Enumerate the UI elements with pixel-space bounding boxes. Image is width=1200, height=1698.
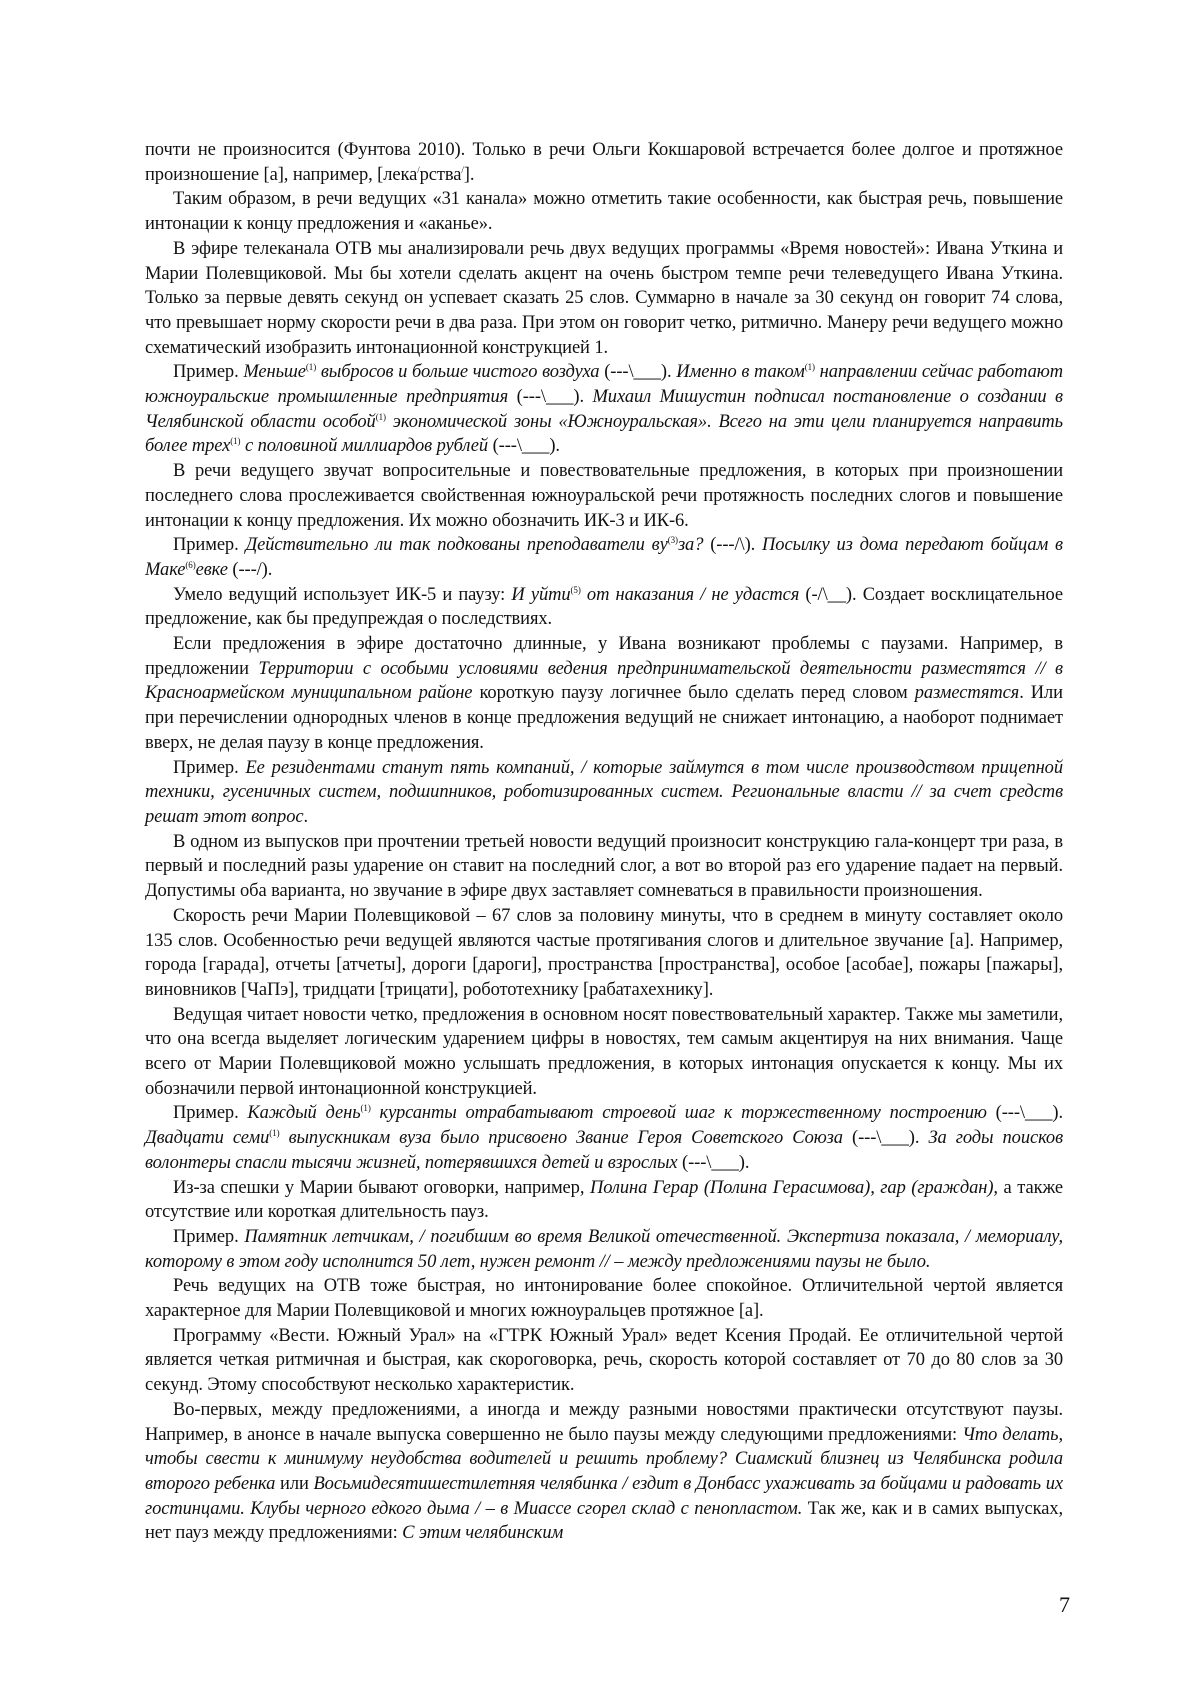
italic-example: Действительно ли так подкованы преподаватели ву (245, 535, 668, 556)
superscript-mark: (1) (230, 436, 241, 447)
italic-example: евке (195, 559, 228, 580)
text-run: В эфире телеканала ОТВ мы анализировали речь двух ведущих программы «Время новостей»: Ивана Уткина и Марии Полевщиковой. Мы бы хотели сделать акцент на очень быстром темпе речи телеведущего Ивана Уткина. Только за первые девять секунд он успевает сказать 25 слов. Суммарно в начале за 30 секунд он говорит 74 слова, что превышает норму скорости речи в два раза. При этом он говорит четко, ритмично. Манеру речи ведущего можно схематический изобразить интонационной конструкцией 1. (145, 238, 1063, 358)
italic-example: Территории с особыми условиями ведения предпринимательской деятельности разместятся // в Красноармейском муниципальном районе (145, 658, 1063, 704)
text-run: или (275, 1473, 314, 1494)
superscript-mark: (1) (375, 411, 386, 422)
italic-example: Ее резидентами станут пять компаний, / которые займутся в том числе производством прицепной техники, гусеничных систем, подшипников, роботизированных систем. Региональные власти // за счет средств решат этот вопрос (145, 757, 1063, 827)
italic-example: Михаил Мишустин подписал постановление о создании в Челябинской области особой (145, 387, 1063, 432)
paragraph (145, 830, 1063, 904)
paragraph (145, 1225, 1063, 1274)
text-run: Пример. (173, 362, 244, 383)
text-run: Из-за спешки у Марии бывают оговорки, например, (173, 1177, 590, 1198)
text-run: (---/). (227, 559, 273, 580)
text-run: . Или при перечислении однородных членов в конце предложения ведущий не снижает интонацию, а наоборот поднимает вверх, не делая паузу в конце предложения. (145, 683, 1063, 753)
text-run: . (303, 806, 308, 827)
italic-example: за? (677, 535, 704, 556)
italic-example: Памятник летчикам, / погибшим во время Великой отечественной. Экспертиза показала, / мемориалу, которому в этом году исполнится 50 лет, нужен ремонт // – между предложениями паузы не было. (145, 1226, 1063, 1272)
text-run: (---\___). (599, 362, 677, 383)
paragraph (145, 1398, 1063, 1546)
superscript-mark: (1) (360, 1103, 371, 1114)
text-run: а также отсутствие или короткая длительность пауз. (145, 1177, 1064, 1223)
italic-example: от наказания / не удастся (580, 584, 800, 605)
text-run: (-/\__). Создает восклицательное предложение, как бы предупреждая о последствиях. (145, 584, 1063, 630)
paragraph (145, 138, 1063, 187)
text-run: Речь ведущих на ОТВ тоже быстрая, но интонирование более спокойное. Отличительной чертой является характерное для Марии Полевщиковой и многих южноуральцев протяжное [а]. (145, 1276, 1063, 1322)
text-run: Во-первых, между предложениями, а иногда и между разными новостями практически отсутствуют паузы. Например, в анонсе в начале выпуска совершенно не было паузы между следующими предложениями: (145, 1399, 1063, 1445)
text-run: Таким образом, в речи ведущих «31 канала» можно отметить такие особенности, как быстрая речь, повышение интонации к концу предложения и «аканье». (145, 189, 1063, 235)
superscript-mark: (5) (570, 584, 581, 595)
text-run: Пример. (173, 757, 246, 778)
paragraph (145, 756, 1063, 830)
superscript-mark: / (417, 164, 420, 175)
italic-example: Каждый день (247, 1103, 361, 1124)
italic-example: с половиной миллиардов рублей (240, 436, 489, 457)
italic-example: С этим челябинским (402, 1523, 564, 1544)
superscript-mark: (1) (269, 1127, 280, 1138)
text-run: Программу «Вести. Южный Урал» на «ГТРК Южный Урал» ведет Ксения Продай. Ее отличительной чертой является четкая ритмичная и быстрая, как скороговорка, речь, скорость которой составляет от 70 до 80 слов за 30 секунд. Этому способствуют несколько характеристик. (145, 1325, 1063, 1396)
paragraph (145, 632, 1063, 756)
page-number: 7 (1059, 1592, 1070, 1617)
paragraph (145, 1101, 1063, 1175)
text-run: (---\___). (842, 1128, 929, 1149)
paragraph (145, 459, 1063, 533)
text-run: В речи ведущего звучат вопросительные и повествовательные предложения, в которых при произношении последнего слова прослеживается свойственная южноуральской речи протяжность последних слогов и повышение интонации к концу предложения. Их можно обозначить ИК-3 и ИК-6. (145, 461, 1063, 531)
italic-example: курсанты отрабатывают строевой шаг к торжественному построению (370, 1103, 987, 1124)
text-run: (---\___). (508, 387, 593, 408)
text-run: (---\___). (677, 1152, 750, 1173)
italic-example: Двадцати семи (145, 1128, 270, 1149)
text-run: рства (419, 164, 462, 185)
text-run: Если предложения в эфире достаточно длинные, у Ивана возникают проблемы с паузами. Например, в предложении (145, 634, 1063, 679)
paragraph (145, 533, 1063, 582)
superscript-mark: (1) (804, 362, 815, 373)
italic-example: Посылку из дома передают бойцам в Маке (145, 535, 1063, 580)
paragraph (145, 1003, 1063, 1102)
superscript-mark: / (461, 164, 464, 175)
text-run: почти не произносится (Фунтова 2010). Только в речи Ольги Кокшаровой встречается более долгое и протяжное произношение [а], например, [лека (145, 140, 1063, 185)
text-run: Скорость речи Марии Полевщиковой – 67 слов за половину минуты, что в среднем в минуту составляет около 135 слов. Особенностью речи ведущей являются частые протягивания слогов и длительное звучание [а]. Например, города [гарада], отчеты [атчеты], дороги [дароги], пространства [пространства], особое [асобае], пожары [пажары], виновников [ЧаПэ], тридцати [трицати], робототехнику [рабатахехнику]. (145, 905, 1063, 1000)
italic-example: Меньше (243, 362, 306, 383)
text-run: Умело ведущий использует ИК-5 и паузу: (173, 584, 512, 605)
text-run: ]. (463, 164, 475, 185)
italic-example: направлении сейчас работают южноуральские промышленные предприятия (145, 362, 1063, 408)
paragraph (145, 360, 1063, 459)
paragraph (145, 1324, 1063, 1398)
text-run: короткую паузу логичнее было сделать перед словом (472, 683, 915, 704)
italic-example: выбросов и больше чистого воздуха (316, 362, 600, 383)
text-run: Пример. (173, 1103, 248, 1124)
paragraph (145, 187, 1063, 236)
text-run: Так же, как и в самих выпусках, нет пауз между предложениями: (145, 1498, 1064, 1544)
italic-example: выпускникам вуза было присвоено Звание Героя Советского Союза (279, 1128, 843, 1149)
text-run: (---/\). (703, 535, 763, 556)
italic-example: экономической зоны «Южноуральская». Всего на эти цели планируется направить более трех (145, 411, 1063, 457)
superscript-mark: (3) (667, 535, 678, 546)
italic-example: Что делать, чтобы свести к минимуму неудобства водителей и решить проблему? Сиамский близнец из Челябинска родила второго ребенка (145, 1424, 1063, 1494)
paragraph (145, 1176, 1063, 1225)
text-run: (---\___). (986, 1103, 1063, 1124)
paragraph (145, 904, 1063, 1003)
italic-example: За годы поисков волонтеры спасли тысячи жизней, потерявшихся детей и взрослых (145, 1128, 1064, 1173)
text-run: Ведущая читает новости четко, предложения в основном носят повествовательный характер. Также мы заметили, что она всегда выделяет логическим ударением цифры в новостях, тем самым акцентируя на них внимания. Чаще всего от Марии Полевщиковой можно услышать предложения, в которых интонация опускается к концу. Мы их обозначили первой интонационной конструкцией. (145, 1004, 1063, 1099)
superscript-mark: (6) (185, 559, 196, 570)
superscript-mark: (1) (305, 362, 317, 373)
italic-example: Именно в таком (676, 362, 805, 383)
italic-example: Восьмидесятишестилетняя челябинка / ездит в Донбасс ухаживать за бойцами и радовать их гостинцами. Клубы черного едкого дыма / – в Миассе сгорел склад с пенопластом. (145, 1473, 1063, 1519)
text-run: В одном из выпусков при прочтении третьей новости ведущий произносит конструкцию гала-концерт три раза, в первый и последний разы ударение он ставит на последний слог, а вот во второй раз его ударение падает на первый. Допустимы оба варианта, но звучание в эфире двух заставляет сомневаться в правильности произношения. (145, 831, 1063, 902)
paragraph (145, 1274, 1063, 1323)
text-run: Пример. (173, 1226, 245, 1247)
italic-example: Полина Герар (Полина Герасимова), гар (граждан), (589, 1177, 998, 1198)
paragraph (145, 237, 1063, 361)
italic-example: разместятся (914, 683, 1020, 704)
paragraph (145, 583, 1063, 632)
italic-example: И уйти (511, 584, 571, 605)
text-run: Пример. (173, 535, 246, 556)
text-run: (---\___). (488, 436, 560, 457)
document-body (145, 138, 1063, 1546)
